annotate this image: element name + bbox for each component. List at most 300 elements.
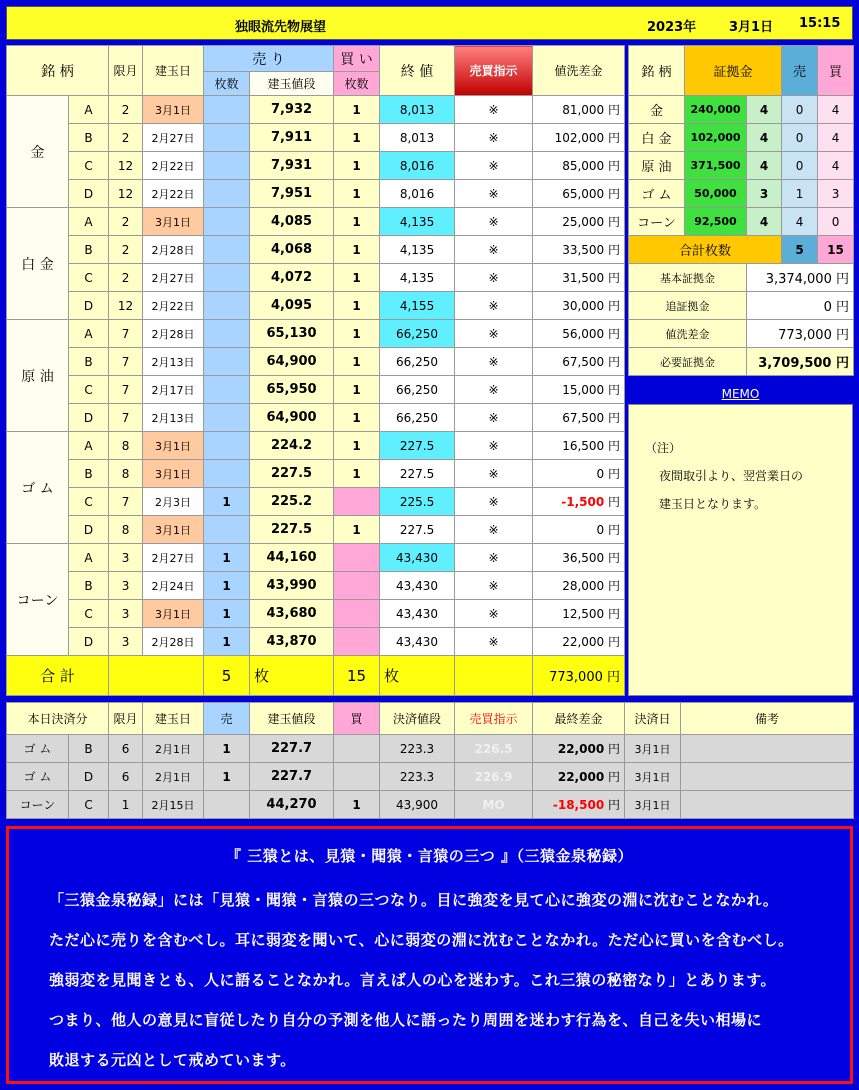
position-row bbox=[7, 376, 625, 404]
delivery-month: 7 bbox=[109, 376, 143, 404]
settle-buy: 1 bbox=[334, 791, 380, 819]
settle-commodity: ゴ ム bbox=[7, 763, 69, 791]
open-date: 2月27日 bbox=[143, 124, 204, 152]
contract-key: D bbox=[69, 180, 109, 208]
col-buy-count: 枚数 bbox=[334, 72, 380, 96]
settle-price: 43,900 bbox=[380, 791, 455, 819]
margin-buy: 4 bbox=[818, 152, 854, 180]
sell-count: 1 bbox=[204, 572, 250, 600]
open-price: 224.2 bbox=[250, 432, 334, 460]
close-price: 8,013 bbox=[380, 96, 455, 124]
position-row bbox=[7, 124, 625, 152]
contract-key: C bbox=[69, 376, 109, 404]
col-baibai: 売買指示 bbox=[455, 46, 533, 96]
total-buy-unit: 枚 bbox=[380, 656, 455, 696]
instruction: ※ bbox=[455, 180, 533, 208]
close-price: 227.5 bbox=[380, 432, 455, 460]
summary-amount: 773,000 bbox=[778, 328, 832, 343]
delivery-month: 2 bbox=[109, 264, 143, 292]
margin-commodity: 原 油 bbox=[629, 152, 685, 180]
open-price: 227.5 bbox=[250, 460, 334, 488]
buy-count: 1 bbox=[334, 376, 380, 404]
commodity-name: ゴ ム bbox=[7, 432, 69, 544]
open-date: 2月27日 bbox=[143, 264, 204, 292]
mark-to-market bbox=[533, 180, 625, 208]
col-kai: 買 い bbox=[334, 46, 380, 72]
close-price: 8,016 bbox=[380, 152, 455, 180]
delivery-month: 7 bbox=[109, 320, 143, 348]
commodity-name: 金 bbox=[7, 96, 69, 208]
summary-unit: 円 bbox=[836, 300, 850, 315]
open-price: 64,900 bbox=[250, 348, 334, 376]
settle-diff-unit: 円 bbox=[608, 742, 621, 756]
settle-key: B bbox=[69, 735, 109, 763]
instruction: ※ bbox=[455, 208, 533, 236]
mtm-value: 67,500 bbox=[562, 411, 605, 425]
settle-date: 3月1日 bbox=[625, 791, 681, 819]
buy-count bbox=[334, 600, 380, 628]
memo-line-1: 夜間取引より、翌営業日の bbox=[659, 469, 804, 483]
contract-key: B bbox=[69, 348, 109, 376]
instruction: ※ bbox=[455, 488, 533, 516]
settle-open-date: 2月1日 bbox=[143, 763, 204, 791]
instruction: ※ bbox=[455, 152, 533, 180]
contract-key: A bbox=[69, 432, 109, 460]
saying-line-5: 敗退する元凶として戒めています。 bbox=[49, 1051, 296, 1069]
mtm-unit: 円 bbox=[608, 243, 621, 257]
mark-to-market bbox=[533, 376, 625, 404]
total-buy-count: 15 bbox=[334, 656, 380, 696]
summary-label: 追証拠金 bbox=[629, 292, 747, 320]
close-price: 43,430 bbox=[380, 572, 455, 600]
delivery-month: 12 bbox=[109, 152, 143, 180]
total-sell-count: 5 bbox=[204, 656, 250, 696]
saying-line-4: つまり、他人の意見に盲従したり自分の予測を他人に語ったり周囲を迷わす行為を、自己を失い相場に bbox=[49, 1011, 763, 1029]
mtm-unit: 円 bbox=[608, 383, 621, 397]
open-price: 225.2 bbox=[250, 488, 334, 516]
mark-to-market bbox=[533, 460, 625, 488]
mark-to-market bbox=[533, 488, 625, 516]
margin-count: 4 bbox=[747, 96, 782, 124]
settle-date: 3月1日 bbox=[625, 763, 681, 791]
open-price: 43,990 bbox=[250, 572, 334, 600]
open-price: 64,900 bbox=[250, 404, 334, 432]
title-bar bbox=[6, 6, 853, 40]
open-date: 3月1日 bbox=[143, 432, 204, 460]
margin-sell: 4 bbox=[782, 208, 818, 236]
summary-unit: 円 bbox=[836, 356, 850, 371]
commodity-name: コーン bbox=[7, 544, 69, 656]
position-row bbox=[7, 348, 625, 376]
mtm-value: 16,500 bbox=[562, 439, 605, 453]
open-date: 3月1日 bbox=[143, 516, 204, 544]
instruction: ※ bbox=[455, 96, 533, 124]
delivery-month: 3 bbox=[109, 572, 143, 600]
settle-col-kessai-nedan: 決済値段 bbox=[380, 703, 455, 735]
settle-col-kessaibi: 決済日 bbox=[625, 703, 681, 735]
summary-unit: 円 bbox=[836, 328, 850, 343]
margin-amount: 50,000 bbox=[685, 180, 747, 208]
settle-price: 223.3 bbox=[380, 763, 455, 791]
sell-count: 1 bbox=[204, 600, 250, 628]
mtm-unit: 円 bbox=[608, 607, 621, 621]
instruction: ※ bbox=[455, 544, 533, 572]
summary-value bbox=[747, 292, 854, 320]
buy-count: 1 bbox=[334, 152, 380, 180]
close-price: 4,135 bbox=[380, 264, 455, 292]
mtm-unit: 円 bbox=[608, 299, 621, 313]
delivery-month: 7 bbox=[109, 348, 143, 376]
open-price: 227.5 bbox=[250, 516, 334, 544]
close-price: 8,016 bbox=[380, 180, 455, 208]
settle-sell: 1 bbox=[204, 735, 250, 763]
margin-commodity: 金 bbox=[629, 96, 685, 124]
sell-count: 1 bbox=[204, 488, 250, 516]
mtm-unit: 円 bbox=[608, 215, 621, 229]
margin-buy: 4 bbox=[818, 124, 854, 152]
buy-count bbox=[334, 628, 380, 656]
open-date: 2月28日 bbox=[143, 320, 204, 348]
delivery-month: 7 bbox=[109, 488, 143, 516]
instruction: ※ bbox=[455, 432, 533, 460]
margin-buy: 3 bbox=[818, 180, 854, 208]
settle-note bbox=[681, 791, 854, 819]
col-gengetsu: 限月 bbox=[109, 46, 143, 96]
delivery-month: 2 bbox=[109, 96, 143, 124]
mark-to-market bbox=[533, 96, 625, 124]
open-price: 43,680 bbox=[250, 600, 334, 628]
instruction: ※ bbox=[455, 404, 533, 432]
open-price: 43,870 bbox=[250, 628, 334, 656]
mark-to-market bbox=[533, 292, 625, 320]
position-row bbox=[7, 208, 625, 236]
close-price: 66,250 bbox=[380, 320, 455, 348]
open-date: 2月28日 bbox=[143, 628, 204, 656]
mtm-value: 33,500 bbox=[562, 243, 605, 257]
total-amount-unit: 円 bbox=[607, 670, 621, 685]
close-price: 66,250 bbox=[380, 404, 455, 432]
instruction: ※ bbox=[455, 572, 533, 600]
position-row bbox=[7, 600, 625, 628]
open-date: 3月1日 bbox=[143, 208, 204, 236]
saying-title: 『 三猿とは、見猿・聞猿・言猿の三つ 』（三猿金泉秘録） bbox=[226, 847, 633, 865]
close-price: 4,135 bbox=[380, 236, 455, 264]
mtm-value: 15,000 bbox=[562, 383, 605, 397]
mtm-value: 31,500 bbox=[562, 271, 605, 285]
delivery-month: 2 bbox=[109, 208, 143, 236]
mark-to-market bbox=[533, 348, 625, 376]
settle-buy bbox=[334, 735, 380, 763]
close-price: 43,430 bbox=[380, 600, 455, 628]
margin-sell: 0 bbox=[782, 96, 818, 124]
settle-key: C bbox=[69, 791, 109, 819]
mtm-value: 0 bbox=[596, 523, 605, 537]
sell-count bbox=[204, 292, 250, 320]
mtm-unit: 円 bbox=[608, 523, 621, 537]
col-tate-nedan: 建玉値段 bbox=[250, 72, 334, 96]
col-sell-count: 枚数 bbox=[204, 72, 250, 96]
sell-count bbox=[204, 320, 250, 348]
open-date: 2月22日 bbox=[143, 152, 204, 180]
summary-row bbox=[629, 292, 854, 320]
mtm-unit: 円 bbox=[608, 411, 621, 425]
delivery-month: 8 bbox=[109, 516, 143, 544]
mtm-value: 0 bbox=[596, 467, 605, 481]
sell-count bbox=[204, 236, 250, 264]
margin-amount: 102,000 bbox=[685, 124, 747, 152]
memo-link[interactable]: MEMO bbox=[721, 387, 760, 401]
margin-total-label: 合計枚数 bbox=[629, 236, 782, 264]
summary-row bbox=[629, 320, 854, 348]
mtm-unit: 円 bbox=[608, 131, 621, 145]
settle-col-kai: 買 bbox=[334, 703, 380, 735]
open-price: 4,072 bbox=[250, 264, 334, 292]
margin-col-uri: 売 bbox=[782, 46, 818, 96]
contract-key: C bbox=[69, 600, 109, 628]
margin-commodity: コーン bbox=[629, 208, 685, 236]
settle-col-tate-nedan: 建玉値段 bbox=[250, 703, 334, 735]
margin-buy: 4 bbox=[818, 96, 854, 124]
settle-col-gengetsu: 限月 bbox=[109, 703, 143, 735]
delivery-month: 2 bbox=[109, 236, 143, 264]
col-meigara: 銘 柄 bbox=[7, 46, 109, 96]
mtm-value: -1,500 bbox=[561, 495, 605, 509]
margin-count: 4 bbox=[747, 124, 782, 152]
buy-count: 1 bbox=[334, 404, 380, 432]
open-price: 7,931 bbox=[250, 152, 334, 180]
mtm-value: 85,000 bbox=[562, 159, 605, 173]
mtm-unit: 円 bbox=[608, 551, 621, 565]
instruction: ※ bbox=[455, 376, 533, 404]
mark-to-market bbox=[533, 124, 625, 152]
summary-value bbox=[747, 320, 854, 348]
close-price: 8,013 bbox=[380, 124, 455, 152]
settle-col-tatebi: 建玉日 bbox=[143, 703, 204, 735]
mark-to-market bbox=[533, 208, 625, 236]
settlement-row bbox=[7, 763, 854, 791]
sell-count bbox=[204, 348, 250, 376]
margin-commodity: ゴ ム bbox=[629, 180, 685, 208]
margin-col-shokokin: 証拠金 bbox=[685, 46, 782, 96]
mtm-unit: 円 bbox=[608, 355, 621, 369]
margin-row bbox=[629, 152, 854, 180]
memo-line-2: 建玉日となります。 bbox=[659, 497, 767, 511]
open-price: 7,951 bbox=[250, 180, 334, 208]
settlement-row bbox=[7, 735, 854, 763]
delivery-month: 7 bbox=[109, 404, 143, 432]
settle-diff-unit: 円 bbox=[608, 798, 621, 812]
contract-key: D bbox=[69, 404, 109, 432]
settle-diff-value: 22,000 bbox=[557, 742, 605, 756]
summary-value bbox=[747, 348, 854, 376]
open-price: 44,160 bbox=[250, 544, 334, 572]
header-date: 3月1日 bbox=[729, 20, 774, 35]
mtm-unit: 円 bbox=[608, 439, 621, 453]
settle-price: 223.3 bbox=[380, 735, 455, 763]
close-price: 43,430 bbox=[380, 628, 455, 656]
mtm-unit: 円 bbox=[608, 103, 621, 117]
position-row bbox=[7, 488, 625, 516]
summary-unit: 円 bbox=[836, 272, 850, 287]
summary-row bbox=[629, 348, 854, 376]
memo-note-label: （注） bbox=[645, 441, 682, 455]
memo-box bbox=[628, 404, 853, 696]
mtm-value: 67,500 bbox=[562, 355, 605, 369]
margin-count: 4 bbox=[747, 152, 782, 180]
settle-final-diff bbox=[533, 791, 625, 819]
settle-key: D bbox=[69, 763, 109, 791]
position-row bbox=[7, 152, 625, 180]
instruction: ※ bbox=[455, 460, 533, 488]
close-price: 4,135 bbox=[380, 208, 455, 236]
mtm-unit: 円 bbox=[608, 579, 621, 593]
open-date: 3月1日 bbox=[143, 600, 204, 628]
settle-open-date: 2月1日 bbox=[143, 735, 204, 763]
settle-note bbox=[681, 763, 854, 791]
instruction: ※ bbox=[455, 292, 533, 320]
buy-count: 1 bbox=[334, 208, 380, 236]
sell-count bbox=[204, 96, 250, 124]
settle-open-price: 227.7 bbox=[250, 763, 334, 791]
close-price: 227.5 bbox=[380, 516, 455, 544]
mtm-value: 30,000 bbox=[562, 299, 605, 313]
instruction: ※ bbox=[455, 320, 533, 348]
margin-count: 3 bbox=[747, 180, 782, 208]
contract-key: A bbox=[69, 96, 109, 124]
open-price: 65,130 bbox=[250, 320, 334, 348]
contract-key: C bbox=[69, 152, 109, 180]
contract-key: B bbox=[69, 460, 109, 488]
close-price: 4,155 bbox=[380, 292, 455, 320]
settle-instruction: 226.9 bbox=[455, 763, 533, 791]
open-price: 4,095 bbox=[250, 292, 334, 320]
instruction: ※ bbox=[455, 628, 533, 656]
margin-buy: 0 bbox=[818, 208, 854, 236]
settle-final-diff bbox=[533, 763, 625, 791]
open-date: 3月1日 bbox=[143, 96, 204, 124]
contract-key: A bbox=[69, 320, 109, 348]
mark-to-market bbox=[533, 152, 625, 180]
header-year: 2023年 bbox=[647, 20, 697, 35]
sell-count bbox=[204, 124, 250, 152]
open-date: 2月24日 bbox=[143, 572, 204, 600]
settle-diff-unit: 円 bbox=[608, 770, 621, 784]
close-price: 227.5 bbox=[380, 460, 455, 488]
position-row bbox=[7, 292, 625, 320]
mtm-value: 12,500 bbox=[562, 607, 605, 621]
instruction: ※ bbox=[455, 516, 533, 544]
margin-commodity: 白 金 bbox=[629, 124, 685, 152]
mtm-value: 28,000 bbox=[562, 579, 605, 593]
position-row bbox=[7, 404, 625, 432]
mtm-value: 65,000 bbox=[562, 187, 605, 201]
delivery-month: 3 bbox=[109, 600, 143, 628]
contract-key: C bbox=[69, 264, 109, 292]
col-nearai: 値洗差金 bbox=[533, 46, 625, 96]
app-title: 独眼流先物展望 bbox=[235, 20, 327, 35]
margin-amount: 371,500 bbox=[685, 152, 747, 180]
close-price: 66,250 bbox=[380, 376, 455, 404]
total-amount: 773,000 bbox=[549, 670, 603, 685]
contract-key: D bbox=[69, 516, 109, 544]
settle-buy bbox=[334, 763, 380, 791]
buy-count: 1 bbox=[334, 264, 380, 292]
settle-open-price: 227.7 bbox=[250, 735, 334, 763]
mtm-value: 36,500 bbox=[562, 551, 605, 565]
margin-table bbox=[628, 45, 854, 376]
settle-final-diff bbox=[533, 735, 625, 763]
delivery-month: 3 bbox=[109, 544, 143, 572]
mtm-value: 81,000 bbox=[562, 103, 605, 117]
settle-commodity: ゴ ム bbox=[7, 735, 69, 763]
position-row bbox=[7, 96, 625, 124]
open-price: 4,085 bbox=[250, 208, 334, 236]
margin-col-kai: 買 bbox=[818, 46, 854, 96]
contract-key: B bbox=[69, 124, 109, 152]
margin-row bbox=[629, 124, 854, 152]
open-price: 7,911 bbox=[250, 124, 334, 152]
settle-month: 1 bbox=[109, 791, 143, 819]
settle-sell bbox=[204, 791, 250, 819]
settle-col-biko: 備考 bbox=[681, 703, 854, 735]
delivery-month: 8 bbox=[109, 432, 143, 460]
contract-key: D bbox=[69, 292, 109, 320]
buy-count: 1 bbox=[334, 516, 380, 544]
margin-total-sell: 5 bbox=[782, 236, 818, 264]
open-date: 2月13日 bbox=[143, 404, 204, 432]
sell-count bbox=[204, 432, 250, 460]
margin-sell: 1 bbox=[782, 180, 818, 208]
summary-amount: 0 bbox=[823, 300, 832, 315]
open-price: 4,068 bbox=[250, 236, 334, 264]
contract-key: C bbox=[69, 488, 109, 516]
margin-sell: 0 bbox=[782, 124, 818, 152]
buy-count bbox=[334, 572, 380, 600]
margin-row bbox=[629, 96, 854, 124]
buy-count: 1 bbox=[334, 460, 380, 488]
delivery-month: 12 bbox=[109, 180, 143, 208]
position-row bbox=[7, 236, 625, 264]
sell-count: 1 bbox=[204, 544, 250, 572]
summary-amount: 3,709,500 bbox=[758, 356, 832, 371]
summary-label: 基本証拠金 bbox=[629, 264, 747, 292]
margin-row bbox=[629, 180, 854, 208]
settle-col-saishu: 最終差金 bbox=[533, 703, 625, 735]
position-row bbox=[7, 460, 625, 488]
open-date: 2月22日 bbox=[143, 180, 204, 208]
open-date: 2月28日 bbox=[143, 236, 204, 264]
mtm-value: 22,000 bbox=[562, 635, 605, 649]
buy-count: 1 bbox=[334, 348, 380, 376]
settle-col-uri: 売 bbox=[204, 703, 250, 735]
instruction: ※ bbox=[455, 264, 533, 292]
contract-key: B bbox=[69, 572, 109, 600]
close-price: 43,430 bbox=[380, 544, 455, 572]
mark-to-market bbox=[533, 320, 625, 348]
mtm-unit: 円 bbox=[608, 327, 621, 341]
summary-amount: 3,374,000 bbox=[765, 272, 832, 287]
header-time: 15:15 bbox=[799, 16, 841, 31]
buy-count: 1 bbox=[334, 432, 380, 460]
settle-instruction: MO bbox=[455, 791, 533, 819]
position-row bbox=[7, 432, 625, 460]
sell-count bbox=[204, 460, 250, 488]
margin-amount: 92,500 bbox=[685, 208, 747, 236]
settle-instruction: 226.5 bbox=[455, 735, 533, 763]
sell-count bbox=[204, 152, 250, 180]
total-label: 合 計 bbox=[7, 656, 109, 696]
mark-to-market bbox=[533, 264, 625, 292]
